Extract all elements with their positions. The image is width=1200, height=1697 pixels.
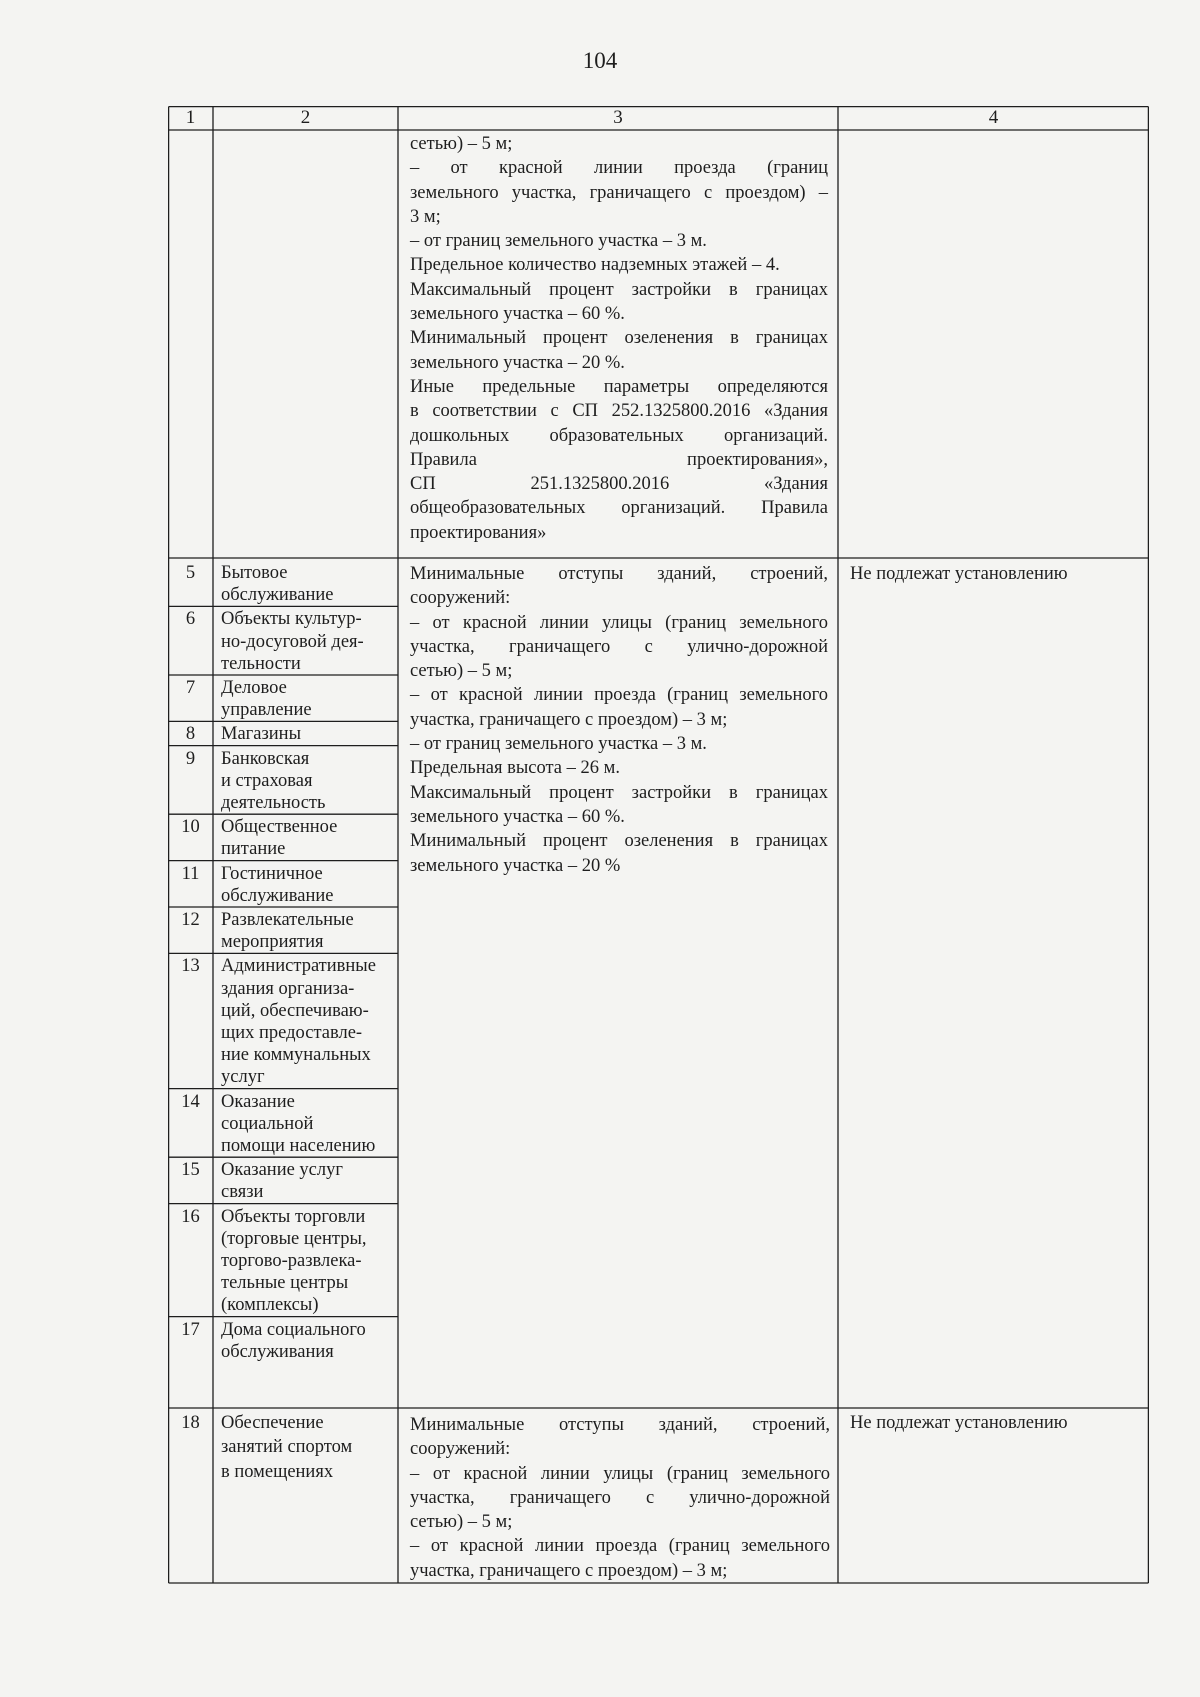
text-line: сетью) – 5 м; bbox=[410, 661, 513, 682]
group-a-parameters bbox=[410, 562, 828, 878]
text-line: Развлекательные bbox=[221, 910, 354, 930]
use-type-name bbox=[221, 562, 396, 606]
use-type-name bbox=[221, 608, 396, 675]
text-line: обслуживания bbox=[221, 1341, 334, 1362]
use-type-name bbox=[221, 816, 396, 860]
text-line: Правила проектирования», bbox=[410, 449, 828, 470]
row-number: 6 bbox=[185, 609, 196, 630]
text-line: ций, обеспечиваю- bbox=[221, 1000, 369, 1021]
text-line: здания организа- bbox=[221, 978, 355, 999]
row-number: 13 bbox=[181, 956, 200, 977]
use-type-name bbox=[221, 955, 396, 1088]
text-line: – от границ земельного участка – 3 м. bbox=[410, 231, 707, 252]
row-number: 9 bbox=[185, 748, 196, 769]
regulations-table bbox=[168, 106, 1149, 1584]
text-line: – от красной линии улицы (границ земельного bbox=[410, 612, 828, 633]
text-line: мероприятия bbox=[221, 932, 324, 953]
text-line: но-досуговой дея- bbox=[221, 631, 364, 652]
use-type-name bbox=[221, 863, 396, 907]
text-line: обслуживание bbox=[221, 885, 334, 906]
group-b-col4: Не подлежат установлению bbox=[850, 1413, 1068, 1433]
text-line: тельные центры bbox=[221, 1273, 349, 1294]
text-line: занятий спортом bbox=[221, 1437, 353, 1458]
text-line: Магазины bbox=[221, 724, 301, 745]
text-line: сооружений: bbox=[410, 588, 511, 609]
text-line: Иные предельные параметры определяются bbox=[410, 376, 828, 397]
text-line: Деловое bbox=[221, 678, 287, 698]
group-b-name bbox=[221, 1411, 396, 1484]
row-number: 15 bbox=[181, 1160, 200, 1181]
text-line: Банковская bbox=[221, 748, 310, 769]
text-line: земельного участка – 20 %. bbox=[410, 352, 625, 373]
text-line: питание bbox=[221, 839, 286, 860]
row-number: 5 bbox=[185, 563, 196, 583]
use-type-name bbox=[221, 1206, 396, 1317]
text-line: участка, граничащего с улично-дорожной bbox=[410, 636, 828, 657]
page-number: 104 bbox=[582, 48, 618, 73]
use-type-name bbox=[221, 748, 396, 815]
header-col-1: 1 bbox=[185, 107, 196, 128]
row-number: 7 bbox=[185, 678, 196, 698]
header-col-2: 2 bbox=[300, 107, 311, 128]
text-line: в соответствии с СП 252.1325800.2016 «Здания bbox=[410, 401, 828, 422]
header-col-3: 3 bbox=[613, 107, 623, 128]
group-a-col4: Не подлежат установлению bbox=[850, 564, 1068, 584]
use-type-name bbox=[221, 1319, 396, 1363]
text-line: обслуживание bbox=[221, 585, 334, 606]
text-line: Обеспечение bbox=[221, 1413, 324, 1433]
text-line: – от границ земельного участка – 3 м. bbox=[410, 734, 707, 755]
text-line: щих предоставле- bbox=[221, 1023, 363, 1043]
text-line: – от красной линии проезда (границ bbox=[410, 158, 828, 179]
text-line: (комплексы) bbox=[221, 1295, 319, 1316]
text-line: сетью) – 5 м; bbox=[410, 134, 513, 154]
row-number: 16 bbox=[181, 1206, 200, 1227]
text-line: дошкольных образовательных организаций. bbox=[410, 425, 828, 446]
text-line: общеобразовательных организаций. Правила bbox=[410, 498, 828, 519]
text-line: земельного участка, граничащего с проездом) – bbox=[410, 182, 828, 203]
row-number: 11 bbox=[181, 863, 200, 884]
use-type-name bbox=[221, 723, 396, 745]
text-line: услуг bbox=[221, 1067, 265, 1088]
text-line: участка, граничащего с проездом) – 3 м; bbox=[410, 709, 728, 730]
text-line: в помещениях bbox=[221, 1461, 334, 1482]
text-line: участка, граничащего с проездом) – 3 м; bbox=[410, 1560, 728, 1581]
text-line: Объекты культур- bbox=[221, 609, 362, 630]
text-line: Минимальные отступы зданий, строений, bbox=[410, 1415, 830, 1435]
text-line: Предельная высота – 26 м. bbox=[410, 758, 620, 779]
text-line: – от красной линии проезда (границ земельного bbox=[410, 685, 828, 706]
use-type-name bbox=[221, 909, 396, 953]
text-line: Административные bbox=[221, 956, 376, 977]
use-type-name bbox=[221, 677, 396, 721]
text-line: Гостиничное bbox=[221, 863, 323, 884]
group-b-num: 18 bbox=[181, 1413, 200, 1433]
row-number: 12 bbox=[181, 910, 200, 930]
text-line: Предельное количество надземных этажей – 4. bbox=[410, 255, 780, 276]
group-b-parameters bbox=[410, 1413, 830, 1583]
text-line: социальной bbox=[221, 1113, 314, 1134]
use-type-name bbox=[221, 1159, 396, 1203]
text-line: торгово-развлека- bbox=[221, 1251, 362, 1271]
text-line: Максимальный процент застройки в границах bbox=[410, 279, 828, 300]
header-col-4: 4 bbox=[988, 107, 999, 128]
continuation-col3 bbox=[410, 132, 828, 545]
text-line: и страховая bbox=[221, 770, 313, 791]
text-line: Максимальный процент застройки в границах bbox=[410, 782, 828, 803]
row-number: 17 bbox=[181, 1319, 200, 1340]
text-line: проектирования» bbox=[410, 522, 547, 543]
text-line: Оказание bbox=[221, 1091, 295, 1112]
text-line: Общественное bbox=[221, 817, 338, 838]
text-line: Минимальный процент озеленения в границах bbox=[410, 328, 828, 349]
text-line: участка, граничащего с улично-дорожной bbox=[410, 1487, 830, 1508]
text-line: (торговые центры, bbox=[221, 1228, 367, 1249]
text-line: деятельность bbox=[221, 793, 326, 813]
text-line: Минимальный процент озеленения в границах bbox=[410, 831, 828, 852]
text-line: – от красной линии улицы (границ земельного bbox=[410, 1463, 830, 1484]
text-line: 3 м; bbox=[410, 206, 441, 227]
text-line: управление bbox=[221, 700, 312, 721]
text-line: помощи населению bbox=[221, 1136, 376, 1156]
text-line: сооружений: bbox=[410, 1439, 511, 1460]
text-line: сетью) – 5 м; bbox=[410, 1512, 513, 1533]
row-number: 10 bbox=[181, 817, 200, 838]
text-line: Минимальные отступы зданий, строений, bbox=[410, 564, 828, 584]
text-line: земельного участка – 20 % bbox=[410, 855, 621, 876]
text-line: Объекты торговли bbox=[221, 1206, 366, 1227]
text-line: Бытовое bbox=[221, 563, 288, 583]
use-type-name bbox=[221, 1091, 396, 1158]
row-number: 14 bbox=[181, 1091, 200, 1112]
text-line: тельности bbox=[221, 653, 301, 674]
text-line: СП 251.1325800.2016 «Здания bbox=[410, 474, 828, 495]
text-line: – от красной линии проезда (границ земельного bbox=[410, 1536, 830, 1557]
text-line: Оказание услуг bbox=[221, 1160, 343, 1181]
text-line: Дома социального bbox=[221, 1319, 366, 1340]
row-number: 8 bbox=[185, 724, 196, 745]
text-line: ние коммунальных bbox=[221, 1045, 371, 1066]
text-line: земельного участка – 60 %. bbox=[410, 806, 625, 827]
text-line: земельного участка – 60 %. bbox=[410, 304, 625, 325]
text-line: связи bbox=[221, 1182, 264, 1203]
